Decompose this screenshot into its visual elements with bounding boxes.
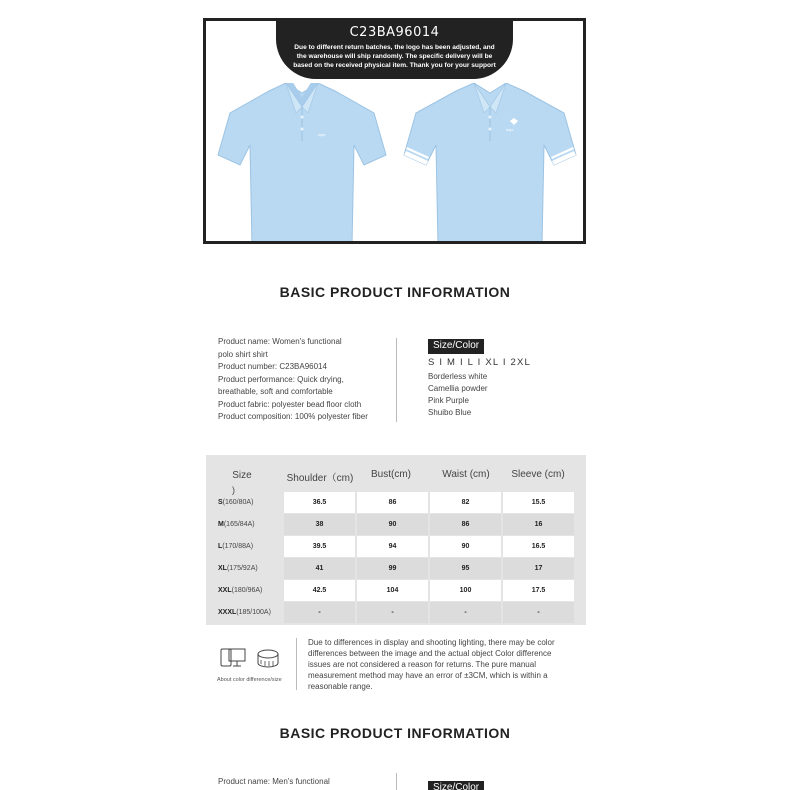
size-spec: (175/92A) xyxy=(226,565,258,572)
header-waist: Waist (cm) xyxy=(442,469,490,480)
svg-text:logo: logo xyxy=(318,133,326,137)
table-cell: 41 xyxy=(284,558,355,579)
color-option: Shuibo Blue xyxy=(428,408,472,418)
table-cell: - xyxy=(430,602,501,623)
row-size-label xyxy=(218,499,253,506)
size-code: XXXL xyxy=(218,609,237,616)
size-code: M xyxy=(218,521,224,528)
table-cell: 17 xyxy=(503,558,574,579)
info-line: Product performance: Quick drying, xyxy=(218,374,344,384)
table-cell: 36.5 xyxy=(284,492,355,513)
table-cell: 90 xyxy=(430,536,501,557)
size-spec: (160/80A) xyxy=(222,499,254,506)
info-line: breathable, soft and comfortable xyxy=(218,387,333,396)
header-shoulder: Shoulder（cm) xyxy=(286,473,354,484)
table-cell: 39.5 xyxy=(284,536,355,557)
table-cell: - xyxy=(284,602,355,623)
size-color-tag: Size/Color xyxy=(428,339,484,354)
table-cell: 90 xyxy=(357,514,428,535)
hero-banner xyxy=(276,21,513,79)
size-spec: (185/100A) xyxy=(236,609,271,616)
display-devices-icon xyxy=(218,645,288,675)
header-size xyxy=(224,469,260,497)
section-title: BASIC PRODUCT INFORMATION xyxy=(279,284,511,300)
table-cell: 82 xyxy=(430,492,501,513)
note-text: Due to differences in display and shooting lighting, there may be color differences between the image and the actual object Color difference issues are not considered a reason for returns. The pure manual measurement method may have an error of ±3CM, which is within a reasonable range. xyxy=(308,638,555,691)
size-color-tag-2: Size/Color xyxy=(428,781,484,790)
table-cell: 17.5 xyxy=(503,580,574,601)
table-cell: 100 xyxy=(430,580,501,601)
section-title-2: BASIC PRODUCT INFORMATION xyxy=(279,725,511,741)
table-cell: 94 xyxy=(357,536,428,557)
table-cell: 86 xyxy=(430,514,501,535)
header-size-suffix: ) xyxy=(232,485,235,495)
size-spec: (180/96A) xyxy=(231,587,263,594)
size-color-info xyxy=(428,339,531,420)
row-size-label xyxy=(218,543,253,550)
product-code: C23BA96014 xyxy=(349,25,440,40)
table-cell: 15.5 xyxy=(503,492,574,513)
size-code: S xyxy=(218,499,223,506)
note-divider xyxy=(296,638,297,690)
table-cell: 42.5 xyxy=(284,580,355,601)
row-size-label xyxy=(218,587,262,594)
info-line: Product number: C23BA96014 xyxy=(218,362,327,371)
info-line: Product name: Women's functional xyxy=(218,337,342,346)
available-sizes: S I M I L I XL I 2XL xyxy=(428,357,532,369)
size-table xyxy=(206,455,586,625)
size-code: L xyxy=(218,543,223,550)
right-polo-shirt-image xyxy=(398,83,580,244)
product-info xyxy=(218,336,388,424)
hero-note: Due to different return batches, the logo has been adjusted, and the warehouse will ship randomly. The specific delivery will be based on the received physical item. Thank you for your support xyxy=(293,44,496,69)
info-line: Product fabric: polyester bead floor cloth xyxy=(218,399,362,409)
header-sleeve: Sleeve (cm) xyxy=(511,469,565,480)
header-bust: Bust(cm) xyxy=(371,469,411,480)
table-cell: 86 xyxy=(357,492,428,513)
size-code: XL xyxy=(218,565,227,572)
product-hero-image xyxy=(203,18,586,244)
row-size-label xyxy=(218,565,258,572)
table-cell: - xyxy=(503,602,574,623)
table-cell: 104 xyxy=(357,580,428,601)
size-spec: (165/84A) xyxy=(223,521,255,528)
info-divider-2 xyxy=(396,773,397,790)
table-cell: 95 xyxy=(430,558,501,579)
table-cell: 99 xyxy=(357,558,428,579)
info-divider xyxy=(396,338,397,422)
color-option: Camellia powder xyxy=(428,383,488,393)
note-caption: About color difference/size xyxy=(217,677,282,683)
size-spec: (170/88A) xyxy=(222,543,254,550)
color-option: Pink Purple xyxy=(428,396,469,406)
left-polo-shirt-image xyxy=(214,83,389,244)
product-info-2-line: Product name: Men's functional xyxy=(218,777,330,786)
table-cell: 38 xyxy=(284,514,355,535)
header-size-label: Size xyxy=(232,470,252,481)
svg-text:logo: logo xyxy=(506,128,514,132)
info-line: Product composition: 100% polyester fiber xyxy=(218,412,368,421)
table-cell: 16.5 xyxy=(503,536,574,557)
table-cell: - xyxy=(357,602,428,623)
size-code: XXL xyxy=(218,587,232,594)
table-cell: 16 xyxy=(503,514,574,535)
color-option: Borderless white xyxy=(428,371,488,381)
info-line: polo shirt shirt xyxy=(218,349,268,359)
row-size-label xyxy=(218,521,255,528)
size-color-info-2 xyxy=(428,777,484,790)
row-size-label xyxy=(218,609,271,616)
